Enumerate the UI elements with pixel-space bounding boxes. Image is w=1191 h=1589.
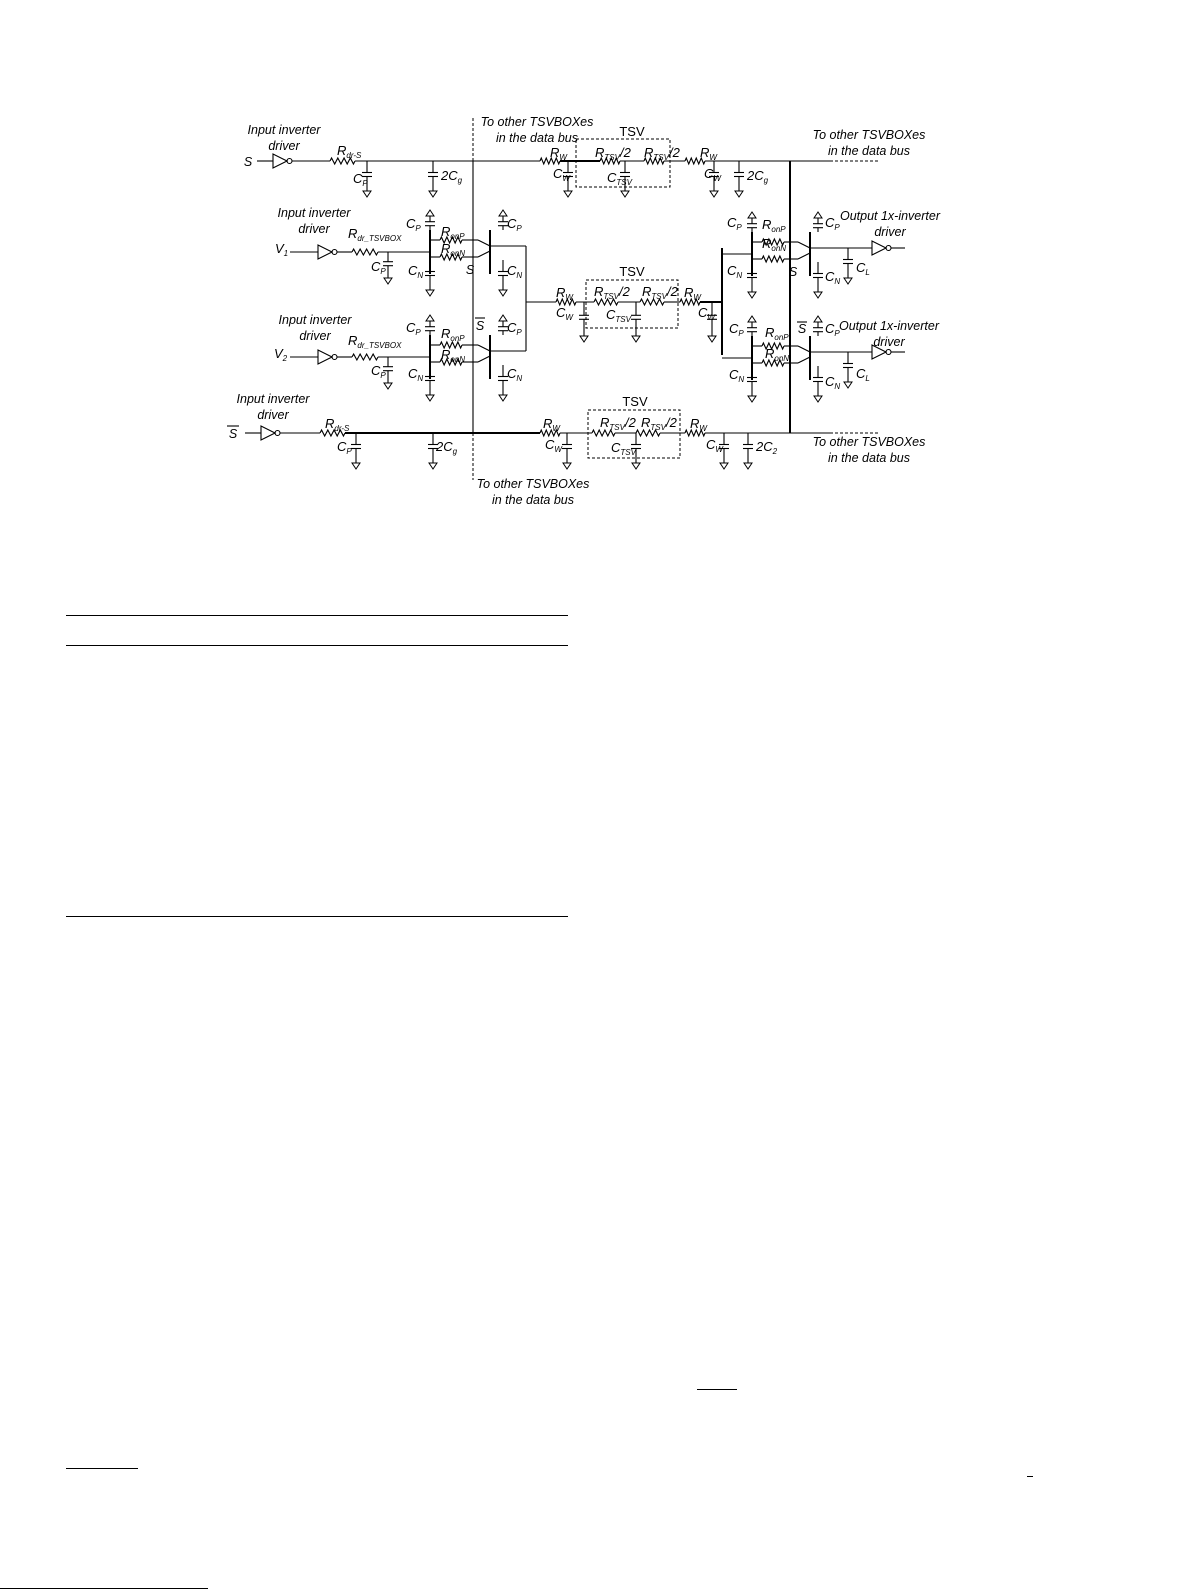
table-bottom-rule — [66, 916, 568, 917]
ground-icon — [710, 191, 718, 197]
label-rtsv-top-1: $R_{TSV}/2$ — [595, 145, 631, 162]
ground-icon — [748, 292, 756, 298]
label-rdr-tsvbox-1: $R_{dr\_TSVBOX}$ — [348, 226, 402, 243]
label-ronp-o2: $R_{onP}$ — [765, 325, 789, 342]
out1-resistor-ronn — [762, 256, 784, 262]
wire — [478, 356, 490, 362]
input-driver-v1-title-2: driver — [298, 222, 330, 236]
label-cw-bottom-right: $C_W$ — [706, 437, 723, 454]
label-cl-o2: $C_L$ — [856, 366, 870, 383]
label-rw-mid-right: $R_W$ — [684, 285, 701, 302]
ground-icon — [744, 463, 752, 469]
out1-output-inverter-icon — [872, 241, 886, 255]
to-other-note-top-left-2: in the data bus — [495, 131, 579, 145]
ground-icon — [499, 290, 507, 296]
wire — [478, 251, 490, 257]
wire — [798, 346, 810, 352]
label-cp-s1-right: $C_P$ — [507, 216, 522, 233]
ground-icon — [844, 278, 852, 284]
supply-icon — [426, 210, 434, 216]
supply-icon — [814, 212, 822, 218]
label-cp-o1-left: $C_P$ — [727, 215, 742, 232]
short-rule-2 — [1027, 1476, 1033, 1477]
label-cl-o1: $C_L$ — [856, 260, 870, 277]
label-2cg-bottom: $2C_g$ — [436, 439, 458, 456]
table-top-rule — [66, 615, 568, 616]
label-2cg-top: $2C_g$ — [441, 168, 463, 185]
ground-icon — [352, 463, 360, 469]
input-driver-s-title-2: driver — [268, 139, 300, 153]
ground-icon — [429, 191, 437, 197]
labels — [229, 115, 941, 507]
tsvbox-circuit-diagram — [0, 0, 1191, 560]
signal-s-label: S — [243, 155, 253, 169]
input-driver-v1-title: Input inverter — [277, 206, 351, 220]
tsv-title-mid: TSV — [619, 264, 645, 279]
ground-icon — [621, 191, 629, 197]
input-driver-v2-title: Input inverter — [278, 313, 352, 327]
label-rdr-tsvbox-2: $R_{dr\_TSVBOX}$ — [348, 333, 402, 350]
label-cn-s2-right: $C_N$ — [507, 366, 523, 383]
ground-icon — [844, 382, 852, 388]
label-2c2-bottom-right: $2C_2$ — [756, 439, 778, 456]
ground-icon — [363, 191, 371, 197]
label-ctsv-top: $C_{TSV}$ — [607, 170, 632, 187]
tsv-title-top: TSV — [619, 124, 645, 139]
stage1-resistor-rdr — [352, 249, 378, 255]
short-rule-1 — [697, 1389, 737, 1390]
to-other-note-bottom-2: in the data bus — [491, 493, 575, 507]
label-s-switch-1: S — [465, 263, 475, 277]
label-cp-s2-left: $C_P$ — [406, 320, 421, 337]
components — [261, 139, 891, 469]
input-driver-s-title: Input inverter — [247, 123, 321, 137]
label-cn-s1-left: $C_N$ — [408, 263, 424, 280]
label-cn-o2-right: $C_N$ — [825, 374, 841, 391]
label-rtsv-bottom-2: $R_{TSV}/2$ — [641, 415, 677, 432]
output-driver-1-title: Output 1x-inverter — [839, 209, 941, 223]
label-cp-s2-in: $C_P$ — [371, 363, 386, 380]
label-ronn-o1: $R_{onN}$ — [762, 236, 787, 253]
label-rtsv-mid-2: $R_{TSV}/2$ — [642, 284, 678, 301]
label-rdr-s-bottom: $R_{dr-S}$ — [325, 416, 350, 433]
ground-icon — [429, 463, 437, 469]
input-inverter-sbar-icon — [261, 426, 275, 440]
signal-sbar-label: S — [228, 427, 238, 441]
wire — [478, 345, 490, 351]
footnote-rule — [66, 1468, 138, 1469]
label-rtsv-bottom-1: $R_{TSV}/2$ — [600, 415, 636, 432]
label-ronn-s1: $R_{onN}$ — [441, 241, 466, 258]
label-cn-o1-left: $C_N$ — [727, 263, 743, 280]
output-driver-2-title-2: driver — [873, 335, 905, 349]
label-rw-mid-left: $R_W$ — [556, 285, 573, 302]
ground-icon — [814, 396, 822, 402]
ground-icon — [748, 396, 756, 402]
ground-icon — [632, 463, 640, 469]
label-cw-bottom-left: $C_W$ — [545, 437, 562, 454]
ground-icon — [632, 336, 640, 342]
supply-icon — [499, 315, 507, 321]
label-cp-bottom: $C_P$ — [337, 439, 352, 456]
wire — [798, 242, 810, 248]
label-cn-s1-right: $C_N$ — [507, 263, 523, 280]
stage2-resistor-rdr — [352, 354, 378, 360]
label-cw-top-left: $C_W$ — [553, 166, 570, 183]
ground-icon — [814, 292, 822, 298]
signal-v2-label: $V_2$ — [274, 346, 288, 363]
table-header-rule — [66, 645, 568, 646]
label-rw-top-left: $R_W$ — [550, 145, 567, 162]
label-cn-o2-left: $C_N$ — [729, 367, 745, 384]
supply-icon — [426, 315, 434, 321]
ground-icon — [720, 463, 728, 469]
wire — [478, 240, 490, 246]
label-cn-o1-right: $C_N$ — [825, 269, 841, 286]
stage2-input-inverter-icon — [318, 350, 332, 364]
label-2cg-top-right: $2C_g$ — [747, 168, 769, 185]
label-rw-bottom-right: $R_W$ — [690, 416, 707, 433]
label-rw-top-right: $R_W$ — [700, 145, 717, 162]
label-cw-mid-right: $C_W$ — [698, 305, 715, 322]
input-driver-v2-title-2: driver — [299, 329, 331, 343]
label-cp-o2-left: $C_P$ — [729, 321, 744, 338]
label-ronn-s2: $R_{onN}$ — [441, 347, 466, 364]
ground-icon — [384, 383, 392, 389]
supply-icon — [814, 316, 822, 322]
ground-icon — [426, 395, 434, 401]
ground-icon — [564, 191, 572, 197]
label-cw-mid-left: $C_W$ — [556, 305, 573, 322]
ground-icon — [580, 336, 588, 342]
to-other-note-bottom-right: To other TSVBOXes — [812, 435, 926, 449]
label-ronp-s1: $R_{onP}$ — [441, 224, 465, 241]
label-s-switch-o1: S — [788, 265, 798, 279]
ground-icon — [499, 395, 507, 401]
wire — [798, 357, 810, 363]
ground-icon — [563, 463, 571, 469]
supply-icon — [499, 210, 507, 216]
label-cp-o1-right: $C_P$ — [825, 215, 840, 232]
signal-v1-label: $V_1$ — [275, 241, 289, 258]
wire — [798, 253, 810, 259]
label-rtsv-top-2: $R_{TSV}/2$ — [644, 145, 680, 162]
input-driver-sbar-title-2: driver — [257, 408, 289, 422]
output-driver-2-title: Output 1x-inverter — [838, 319, 940, 333]
ground-icon — [735, 191, 743, 197]
supply-icon — [748, 212, 756, 218]
label-ctsv-mid: $C_{TSV}$ — [606, 307, 631, 324]
to-other-note-top-right-2: in the data bus — [827, 144, 911, 158]
label-cp-top: $C_P$ — [353, 171, 368, 188]
label-sbar-switch-o2: S — [797, 322, 807, 336]
label-rtsv-mid-1: $R_{TSV}/2$ — [594, 284, 630, 301]
ground-icon — [708, 336, 716, 342]
label-ronn-o2: $R_{onN}$ — [765, 346, 790, 363]
label-ronp-s2: $R_{onP}$ — [441, 326, 465, 343]
label-cp-s1-in: $C_P$ — [371, 259, 386, 276]
tsv-title-bottom: TSV — [622, 394, 648, 409]
label-ctsv-bottom: $C_{TSV}$ — [611, 440, 636, 457]
label-rw-bottom-left: $R_W$ — [543, 416, 560, 433]
output-driver-1-title-2: driver — [874, 225, 906, 239]
to-other-note-top-right: To other TSVBOXes — [812, 128, 926, 142]
supply-icon — [748, 316, 756, 322]
input-driver-sbar-title: Input inverter — [236, 392, 310, 406]
label-ronp-o1: $R_{onP}$ — [762, 217, 786, 234]
label-cp-o2-right: $C_P$ — [825, 321, 840, 338]
to-other-note-top-left: To other TSVBOXes — [480, 115, 594, 129]
input-inverter-s-icon — [273, 154, 287, 168]
ground-icon — [384, 278, 392, 284]
to-other-note-bottom: To other TSVBOXes — [476, 477, 590, 491]
label-cn-s2-left: $C_N$ — [408, 366, 424, 383]
label-cp-s1-left: $C_P$ — [406, 216, 421, 233]
label-cw-top-right: $C_W$ — [704, 166, 721, 183]
label-rdr-s-top: $R_{dr-S}$ — [337, 143, 362, 160]
label-sbar-switch-2: S — [475, 319, 485, 333]
label-cp-s2-right: $C_P$ — [507, 320, 522, 337]
stage1-input-inverter-icon — [318, 245, 332, 259]
ground-icon — [426, 290, 434, 296]
to-other-note-bottom-right-2: in the data bus — [827, 451, 911, 465]
